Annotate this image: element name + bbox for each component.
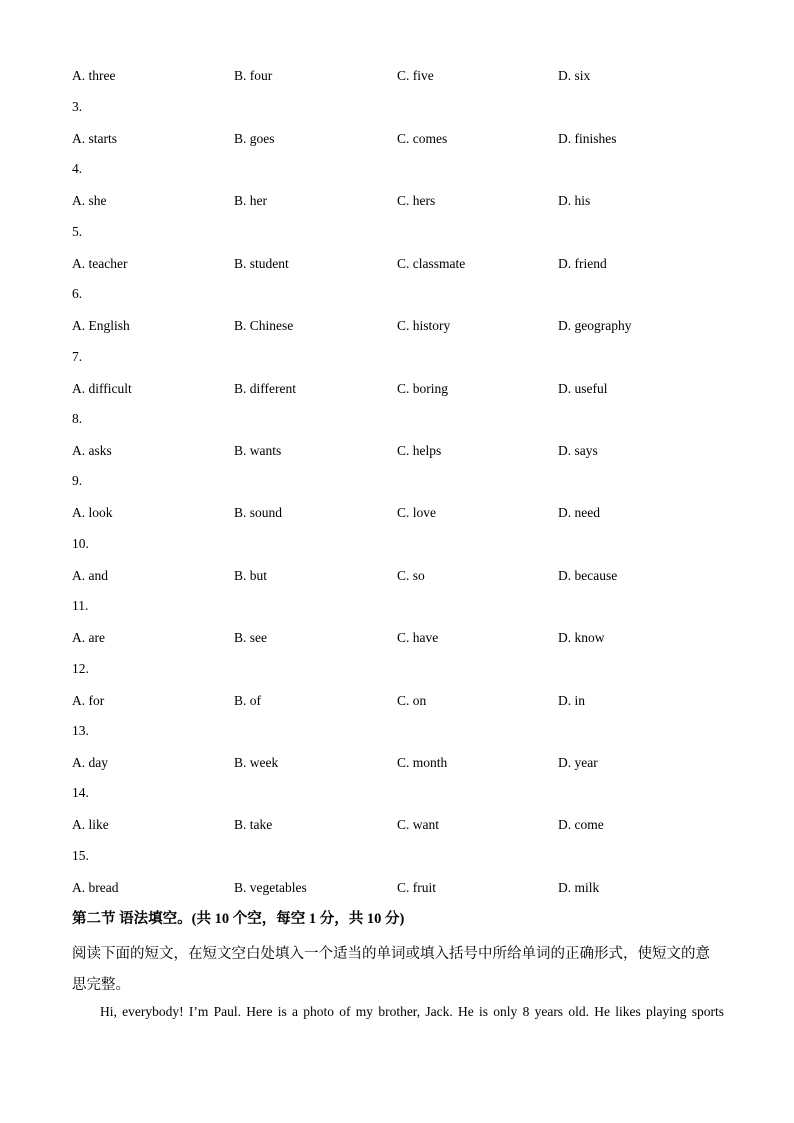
option-a: A. starts <box>72 131 117 146</box>
option-d: D. year <box>558 755 598 770</box>
option-d: D. says <box>558 443 598 458</box>
option-d: D. because <box>558 568 618 583</box>
option-a: A. difficult <box>72 381 132 396</box>
option-b: B. four <box>234 68 273 83</box>
question-number: 11. <box>72 598 89 613</box>
option-d: D. come <box>558 817 604 832</box>
option-c: C. hers <box>397 193 436 208</box>
question-number: 3. <box>72 99 83 114</box>
option-b: B. of <box>234 693 261 708</box>
question-number: 8. <box>72 411 83 426</box>
option-b: B. vegetables <box>234 880 307 895</box>
option-b: B. student <box>234 256 289 271</box>
option-c: C. want <box>397 817 439 832</box>
option-a: A. like <box>72 817 109 832</box>
option-a: A. English <box>72 318 130 333</box>
question-number: 14. <box>72 785 89 800</box>
option-c: C. month <box>397 755 448 770</box>
option-a: A. asks <box>72 443 112 458</box>
option-d: D. useful <box>558 381 608 396</box>
option-c: C. fruit <box>397 880 436 895</box>
option-a: A. day <box>72 755 108 770</box>
option-d: D. need <box>558 505 600 520</box>
option-d: D. six <box>558 68 591 83</box>
question-number: 9. <box>72 473 83 488</box>
option-b: B. take <box>234 817 273 832</box>
option-b: B. wants <box>234 443 282 458</box>
option-c: C. comes <box>397 131 448 146</box>
option-b: B. Chinese <box>234 318 294 333</box>
option-b: B. see <box>234 630 267 645</box>
question-number: 10. <box>72 536 89 551</box>
option-d: D. know <box>558 630 605 645</box>
option-c: C. helps <box>397 443 442 458</box>
passage-text: Hi, everybody! I’m Paul. Here is a photo of my brother, Jack. He is only 8 years old. He likes playing sports <box>100 1004 724 1019</box>
option-b: B. her <box>234 193 267 208</box>
option-c: C. love <box>397 505 436 520</box>
option-b: B. goes <box>234 131 275 146</box>
section-title: 第二节 语法填空。(共 10 个空，每空 1 分，共 10 分) <box>72 911 405 927</box>
option-b: B. week <box>234 755 279 770</box>
option-b: B. different <box>234 381 296 396</box>
option-c: C. history <box>397 318 451 333</box>
section-instruction: 阅读下面的短文，在短文空白处填入一个适当的单词或填入括号中所给单词的正确形式，使短文的意思完整。 <box>72 946 710 993</box>
option-d: D. in <box>558 693 585 708</box>
option-a: A. she <box>72 193 107 208</box>
question-number: 4. <box>72 161 83 176</box>
option-c: C. classmate <box>397 256 466 271</box>
question-number: 6. <box>72 286 83 301</box>
option-a: A. look <box>72 505 113 520</box>
question-number: 13. <box>72 723 89 738</box>
question-number: 5. <box>72 224 83 239</box>
option-d: D. friend <box>558 256 607 271</box>
option-d: D. his <box>558 193 591 208</box>
option-a: A. bread <box>72 880 119 895</box>
question-number: 15. <box>72 848 89 863</box>
option-c: C. five <box>397 68 434 83</box>
option-c: C. so <box>397 568 425 583</box>
option-a: A. three <box>72 68 116 83</box>
option-a: A. for <box>72 693 105 708</box>
option-c: C. boring <box>397 381 449 396</box>
question-number: 7. <box>72 349 83 364</box>
option-a: A. are <box>72 630 105 645</box>
option-b: B. sound <box>234 505 283 520</box>
question-number: 12. <box>72 661 89 676</box>
option-d: D. milk <box>558 880 600 895</box>
option-b: B. but <box>234 568 268 583</box>
option-c: C. have <box>397 630 439 645</box>
option-c: C. on <box>397 693 427 708</box>
option-a: A. teacher <box>72 256 128 271</box>
option-d: D. geography <box>558 318 632 333</box>
option-d: D. finishes <box>558 131 617 146</box>
option-a: A. and <box>72 568 108 583</box>
